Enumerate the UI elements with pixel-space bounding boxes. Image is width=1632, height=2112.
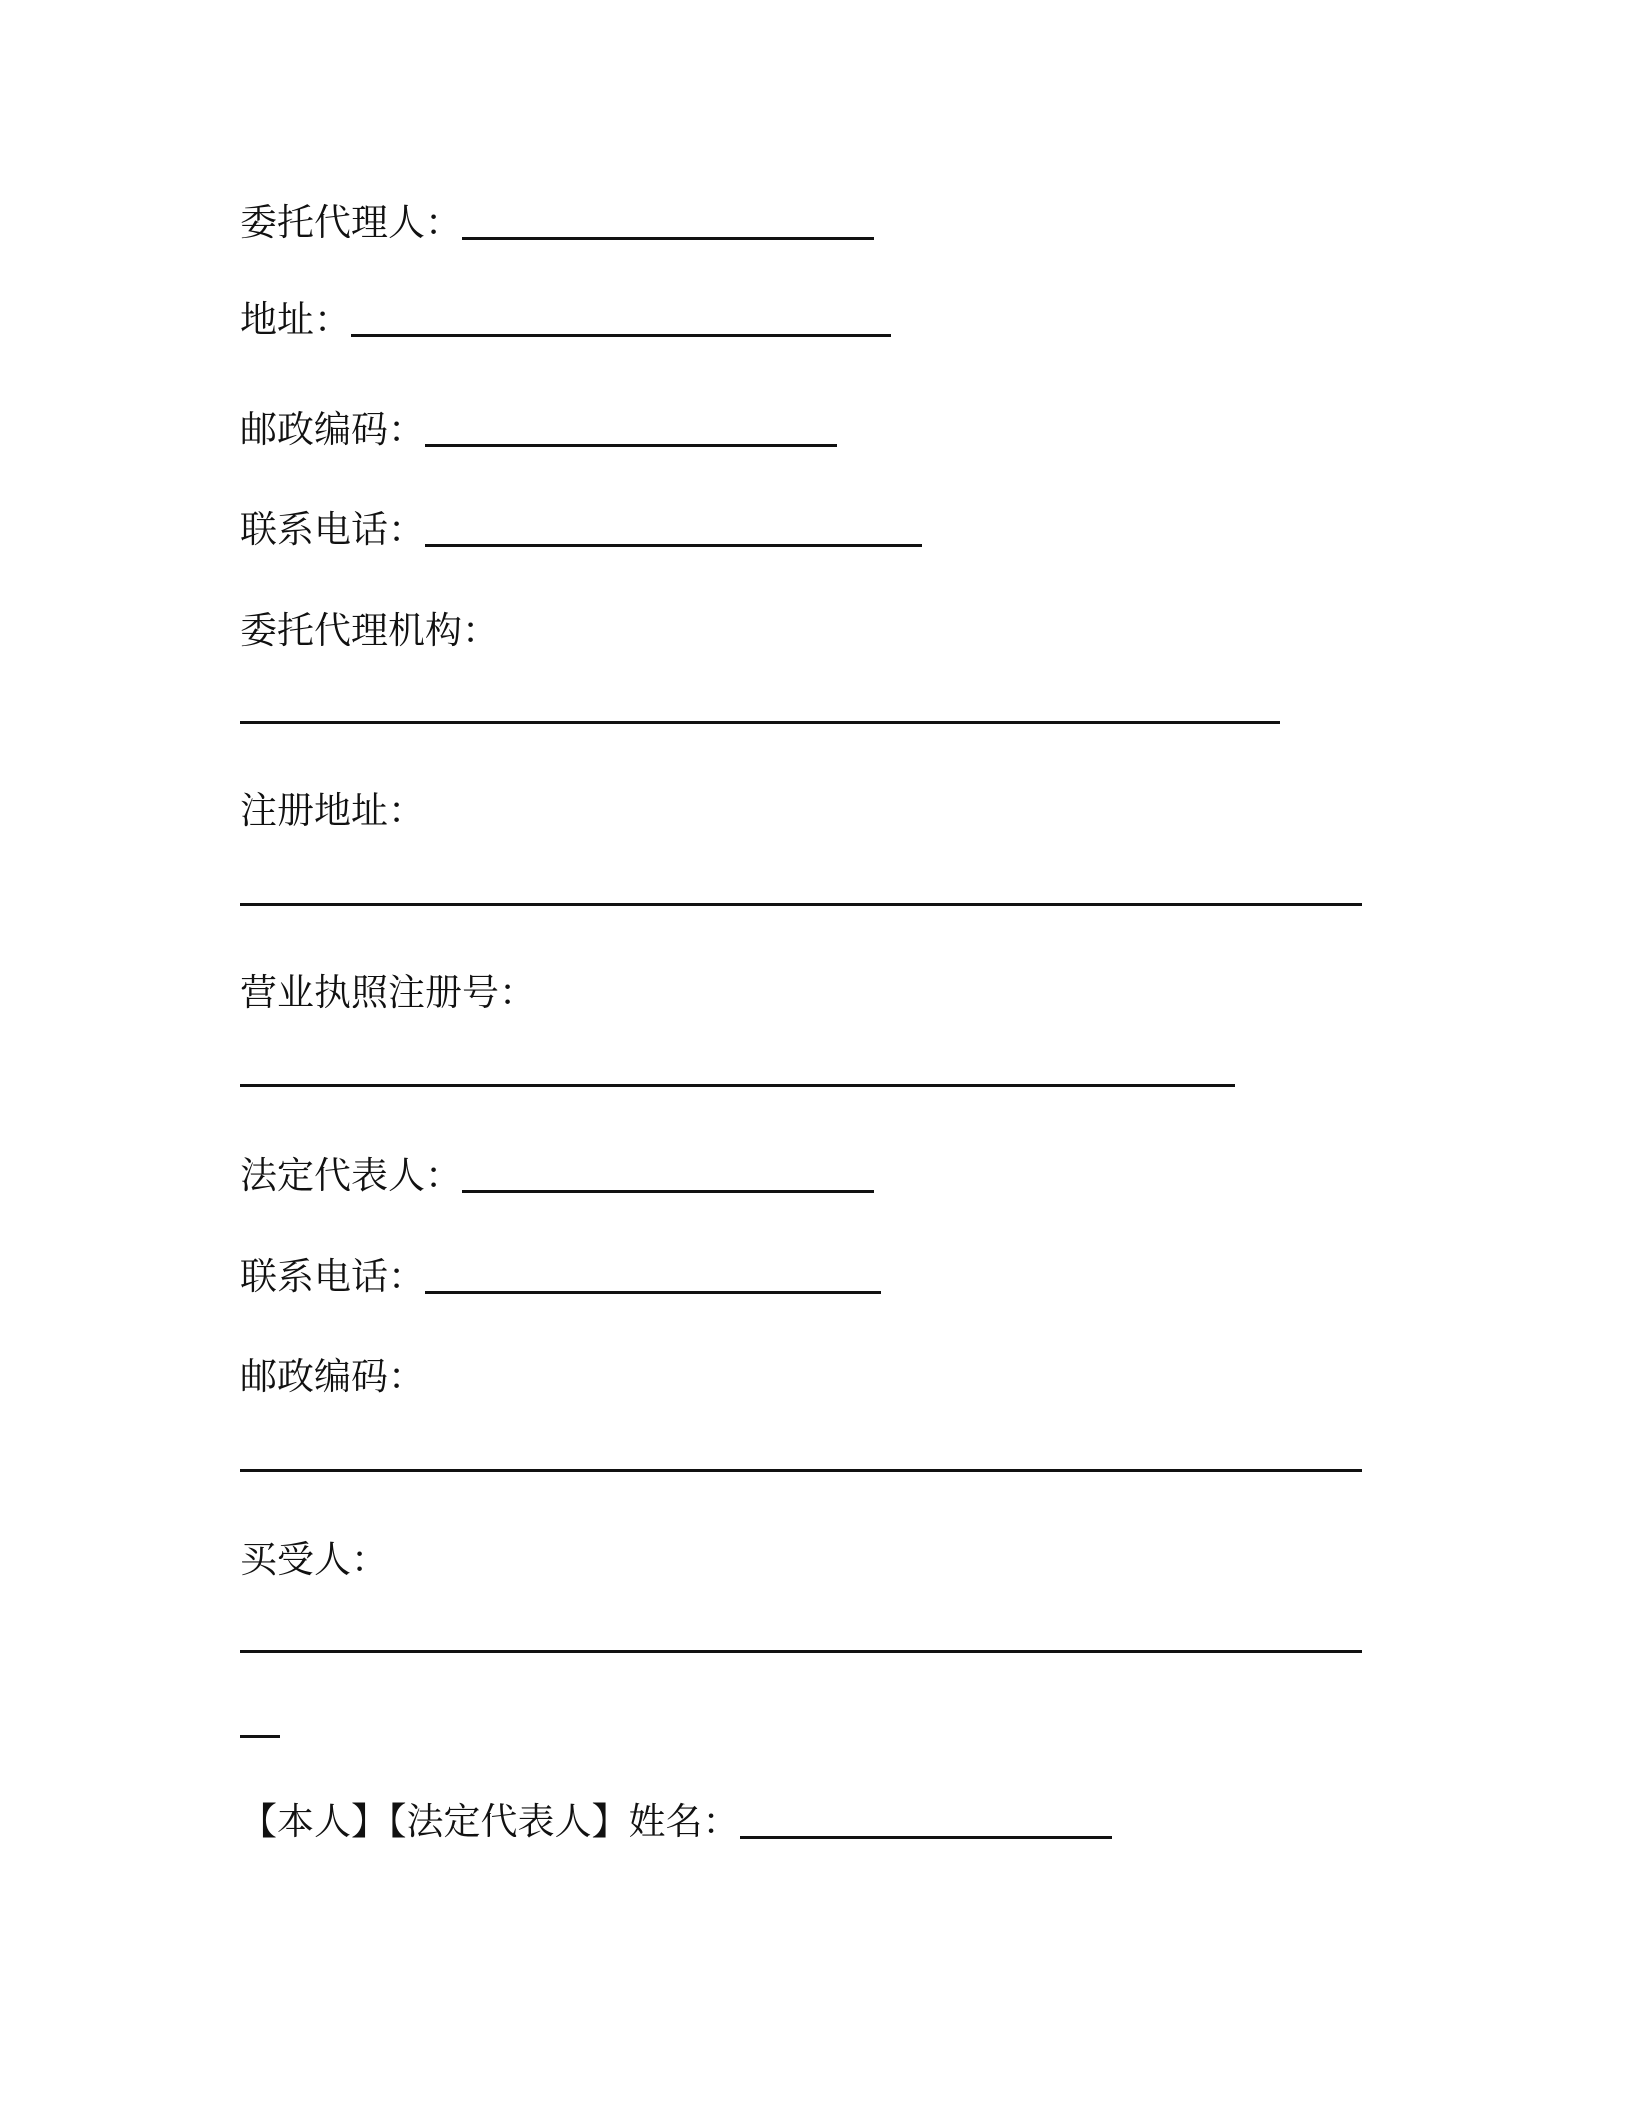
buyer-blank-row xyxy=(240,1611,1362,1661)
registered-address-label: 注册地址： xyxy=(240,789,425,832)
buyer-name-row xyxy=(240,1797,1112,1847)
agent-postcode-label: 邮政编码： xyxy=(240,408,425,451)
legal-rep-phone-blank[interactable] xyxy=(425,1291,881,1294)
registered-address-blank[interactable] xyxy=(240,903,1362,906)
agent-blank[interactable] xyxy=(462,237,874,240)
agency-postcode-label: 邮政编码： xyxy=(240,1355,425,1398)
agency-row xyxy=(240,606,499,656)
buyer-blank-continuation[interactable] xyxy=(240,1735,280,1738)
license-number-row xyxy=(240,968,536,1018)
agent-postcode-blank[interactable] xyxy=(425,444,837,447)
agency-blank[interactable] xyxy=(240,721,1280,724)
buyer-blank[interactable] xyxy=(240,1650,1362,1653)
agent-address-label: 地址： xyxy=(240,298,351,341)
agent-address-row xyxy=(240,295,891,345)
registered-address-blank-row xyxy=(240,864,1362,914)
license-number-label: 营业执照注册号： xyxy=(240,971,536,1014)
buyer-label: 买受人： xyxy=(240,1538,388,1581)
legal-rep-label: 法定代表人： xyxy=(240,1154,462,1197)
agent-address-blank[interactable] xyxy=(351,334,891,337)
legal-rep-phone-label: 联系电话： xyxy=(240,1255,425,1298)
buyer-name-label: 【本人】【法定代表人】姓名： xyxy=(240,1800,740,1843)
agent-phone-row xyxy=(240,505,922,555)
legal-rep-row xyxy=(240,1151,874,1201)
agency-blank-row xyxy=(240,682,1280,732)
legal-rep-blank[interactable] xyxy=(462,1190,874,1193)
agency-postcode-row xyxy=(240,1352,425,1402)
agent-row xyxy=(240,198,874,248)
buyer-name-blank[interactable] xyxy=(740,1836,1112,1839)
agency-postcode-blank[interactable] xyxy=(240,1469,1362,1472)
agent-label: 委托代理人： xyxy=(240,201,462,244)
legal-rep-phone-row xyxy=(240,1252,881,1302)
agent-phone-blank[interactable] xyxy=(425,544,922,547)
agent-postcode-row xyxy=(240,405,837,455)
agency-label: 委托代理机构： xyxy=(240,609,499,652)
agency-postcode-blank-row xyxy=(240,1430,1362,1480)
agent-phone-label: 联系电话： xyxy=(240,508,425,551)
license-number-blank-row xyxy=(240,1045,1235,1095)
license-number-blank[interactable] xyxy=(240,1084,1235,1087)
buyer-row xyxy=(240,1535,388,1585)
registered-address-row xyxy=(240,786,425,836)
buyer-blank-continuation-row xyxy=(240,1696,280,1746)
